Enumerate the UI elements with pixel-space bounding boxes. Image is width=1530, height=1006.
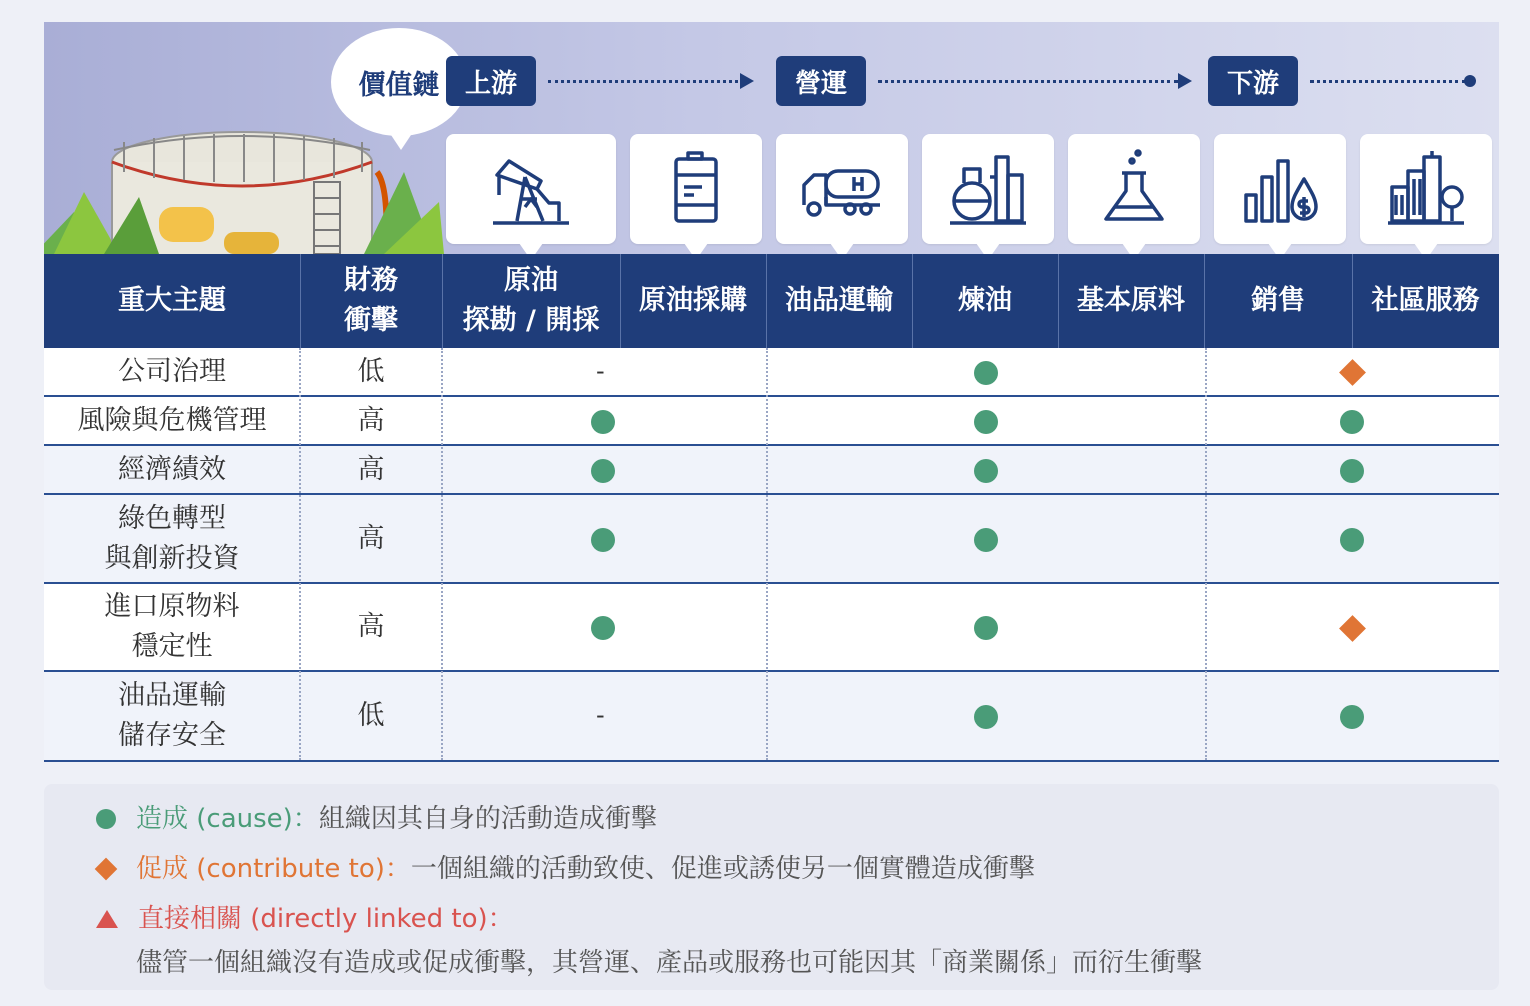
sales-chart-icon	[1214, 134, 1346, 244]
row-topic-line: 公司治理	[118, 355, 226, 387]
column-divider	[441, 348, 443, 760]
column-divider	[1205, 348, 1207, 760]
table-row	[44, 397, 1499, 446]
arrow-line	[548, 80, 738, 83]
header-crude-purchase: 原油採購	[639, 285, 747, 316]
row-topic-line: 進口原物料	[104, 591, 240, 622]
cause-dot-icon	[1340, 705, 1364, 729]
red-triangle-icon	[96, 910, 118, 928]
legend-cause	[96, 803, 657, 835]
green-dot-icon	[96, 809, 116, 829]
table-row	[44, 495, 1499, 584]
cause-dot-icon	[974, 459, 998, 483]
cause-dot-icon	[1340, 410, 1364, 434]
legend	[44, 784, 1499, 990]
legend-linked-label: 直接相關 (directly linked to)：	[138, 904, 514, 934]
header-impact-line1: 財務	[344, 265, 398, 296]
table-row	[44, 446, 1499, 495]
header-exploration-line2: 探勘 / 開採	[462, 305, 600, 336]
column-divider	[299, 348, 301, 760]
arrow-end-dot	[1464, 75, 1476, 87]
header-transport: 油品運輸	[785, 285, 893, 316]
contribute-diamond-icon	[1339, 359, 1366, 386]
arrow-line	[878, 80, 1178, 83]
header-topic: 重大主題	[118, 285, 226, 316]
orange-diamond-icon	[95, 858, 118, 881]
cause-dot-icon	[591, 528, 615, 552]
cause-dot-icon	[974, 705, 998, 729]
no-impact-dash: -	[596, 356, 605, 385]
legend-cause-desc: 組織因其自身的活動造成衝擊	[318, 804, 657, 834]
no-impact-dash: -	[596, 701, 605, 729]
cause-dot-icon	[974, 616, 998, 640]
city-buildings-icon	[1360, 134, 1492, 244]
row-topic-line: 經濟績效	[118, 453, 226, 485]
header-financial-impact	[300, 254, 442, 348]
row-financial-impact: 高	[357, 522, 385, 554]
flask-icon	[1068, 134, 1200, 244]
oil-pump-icon	[446, 134, 616, 244]
header-refining: 煉油	[958, 285, 1012, 316]
table-header	[44, 254, 1499, 348]
row-financial-impact: 高	[357, 611, 385, 642]
legend-linked	[96, 903, 514, 935]
row-topic-line: 穩定性	[131, 631, 213, 662]
row-financial-impact: 高	[357, 404, 385, 436]
arrow-head	[740, 73, 754, 89]
row-topic-line: 風險與危機管理	[77, 404, 267, 436]
row-topic	[44, 446, 300, 493]
row-topic-line: 油品運輸	[118, 680, 226, 711]
header-community: 社區服務	[1371, 285, 1480, 316]
value-chain-header	[44, 22, 1499, 254]
row-financial-impact: 低	[357, 355, 385, 387]
cause-dot-icon	[591, 410, 615, 434]
value-chain-bubble: 價值鏈	[331, 28, 467, 136]
row-topic-line: 與創新投資	[104, 542, 240, 574]
stage-downstream: 下游	[1208, 56, 1298, 106]
row-topic-line: 儲存安全	[118, 720, 226, 751]
cause-dot-icon	[591, 616, 615, 640]
arrow-head	[1178, 73, 1192, 89]
table-row	[44, 584, 1499, 672]
legend-contribute-desc: 一個組織的活動致使、促進或誘使另一個實體造成衝擊	[410, 854, 1035, 884]
row-financial-impact: 低	[357, 700, 385, 731]
cause-dot-icon	[1340, 459, 1364, 483]
table-row	[44, 348, 1499, 397]
table-row	[44, 672, 1499, 762]
legend-contribute	[96, 853, 1035, 885]
stage-operation: 營運	[776, 56, 866, 106]
header-exploration-line1: 原油	[504, 265, 558, 296]
oil-barrel-icon	[630, 134, 762, 244]
row-topic	[44, 584, 300, 670]
legend-contribute-label: 促成 (contribute to)：	[136, 854, 411, 884]
cause-dot-icon	[974, 361, 998, 385]
cause-dot-icon	[1340, 528, 1364, 552]
tanker-truck-icon	[776, 134, 908, 244]
cause-dot-icon	[974, 410, 998, 434]
stage-upstream: 上游	[446, 56, 536, 106]
row-topic	[44, 495, 300, 582]
refinery-icon	[922, 134, 1054, 244]
row-topic	[44, 672, 300, 760]
contribute-diamond-icon	[1339, 615, 1366, 642]
header-sales: 銷售	[1251, 285, 1305, 316]
cause-dot-icon	[974, 528, 998, 552]
row-topic	[44, 348, 300, 395]
header-impact-line2: 衝擊	[344, 305, 398, 336]
legend-linked-desc: 儘管一個組織沒有造成或促成衝擊，其營運、產品或服務也可能因其「商業關係」而衍生衝擊	[136, 948, 1203, 978]
cause-dot-icon	[591, 459, 615, 483]
header-basic-materials: 基本原料	[1077, 285, 1185, 316]
arrow-line	[1310, 80, 1466, 83]
legend-cause-label: 造成 (cause)：	[136, 804, 319, 834]
column-divider	[766, 348, 768, 760]
row-financial-impact: 高	[357, 453, 385, 485]
row-topic-line: 綠色轉型	[118, 502, 226, 534]
header-exploration	[442, 254, 620, 348]
row-topic	[44, 397, 300, 444]
